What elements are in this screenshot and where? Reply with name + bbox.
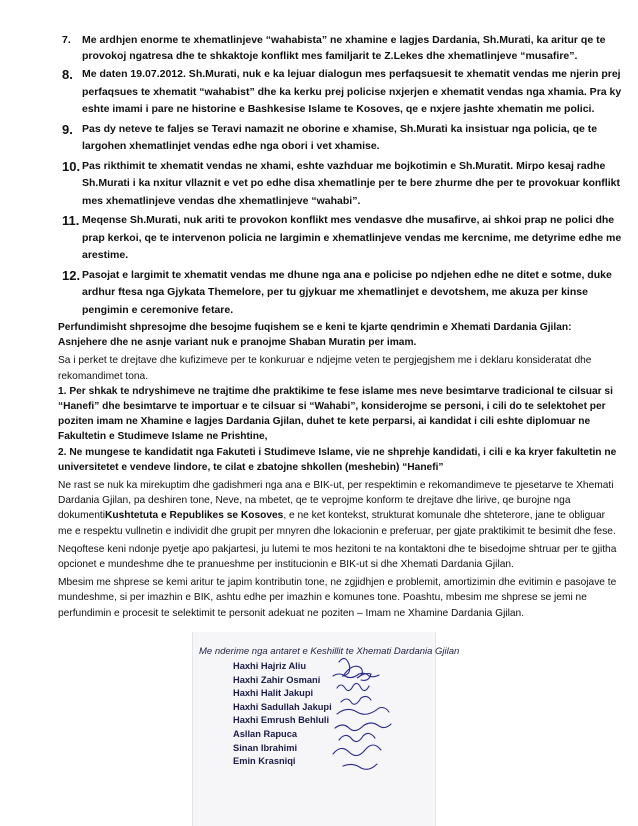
list-item-number: 12. — [62, 267, 81, 283]
signatory-name: Sinan Ibrahimi — [233, 742, 298, 753]
list-item-text: Pas dy neteve te faljes se Teravi namazit ne oborine e xhamise, Sh.Murati ka insistuar nga policia, qe te largohen xhematlinjet vendas edhe nga obori i vet xhamise. — [82, 122, 598, 152]
list-item — [62, 121, 622, 156]
conclusion-paragraph: Perfundimisht shpresojme dhe besojme fuqishem se e keni te kjarte qendrimin e Xhemati Dardania Gjilan: Asnjehere dhe ne asnje variant nuk e pranojme Shaban Muratin per imam. — [58, 322, 572, 349]
list-item-number: 11. — [62, 213, 80, 228]
bik-paragraph — [58, 478, 618, 539]
signatory-name: Haxhi Emrush Behluli — [233, 715, 330, 726]
list-item — [62, 158, 622, 211]
list-item — [62, 267, 622, 320]
list-item-number: 7. — [62, 34, 71, 46]
bik-text-before: Ne rast se nuk ka mirekuptim dhe gadishmeri nga ana e BIK-ut, per respektimin e rekomandimeve te pjesetarve te Xhemati Dardania Gjilan, pa deshiren tone, Neve, na mbetet, qe te veprojme konform te drejtave dhe lirive, qe burojne nga dokumenti — [58, 480, 614, 522]
signatory-name: Haxhi Hajriz Aliu — [233, 661, 307, 671]
list-item-number: 8. — [62, 67, 73, 82]
recommendation-point-1: 1. Per shkak te ndryshimeve ne trajtime dhe praktikime te fese islame mes neve besimtarve tradicional te cilsuar si “Hanefi” dhe besimtarve te importuar e te cilsuar si “Wahabi”, konsiderojme se personi, i cili do te selektohet per poziten imam ne Xhamine e lagjes Dardania Gjilan, duhet te kete perparsi, ai kandidat i cili eshte diplomuar ne Fakultetin e Studimeve Islame ne Prishtine, — [58, 385, 613, 443]
contact-paragraph: Neqoftese keni ndonje pyetje apo pakjartesi, ju lutemi te mos hezitoni te na kontaktoni dhe te bisedojme shtruar per te gjitha opcionet e mundeshme dhe te pranueshme per institucionin e BIK-ut si dhe Xhemati Dardania Gjilan. — [58, 543, 617, 571]
recommendation-point-2: 2. Ne mungese te kandidatit nga Fakuteti i Studimeve Islame, vie ne shprehje kandidati, i cili e ka kryer fakultetin ne universitetet e vendeve lindore, te cilat e zbatojne shkollen (meshebin) “Hanefi” — [58, 446, 617, 473]
signatory-name: Emin Krasniqi — [233, 756, 296, 767]
numbered-list — [62, 33, 622, 321]
signatory-name: Asllan Rapuca — [233, 728, 298, 739]
constitution-reference: Kushtetuta e Republikes se Kosoves — [105, 510, 284, 522]
signature-block — [192, 632, 460, 826]
rights-paragraph: Sa i perket te drejtave dhe kufizimeve per te konkuruar e ndjejme veten te pergjegjshem me i deklaru konsideratat dhe rekomandimet tona. — [58, 355, 592, 382]
signature-heading: Me nderime nga antaret e Keshillit te Xhemati Dardania Gjilan — [199, 646, 460, 657]
handwritten-signatures — [193, 632, 435, 826]
list-item — [62, 66, 622, 119]
list-item-number: 10. — [62, 158, 81, 174]
list-item-text: Me ardhjen enorme te xhematlinjeve “wahabista” ne xhamine e lagjes Dardania, Sh.Murati, ka aritur qe te provokoj ngatresa dhe te shkaktoje konflikt mes familjarit te Z.Lekes dhe xhematlinjeve “musafire”. — [82, 34, 606, 62]
list-item-number: 9. — [62, 121, 73, 137]
signatory-name: Haxhi Halit Jakupi — [233, 688, 314, 699]
list-item-text: Me daten 19.07.2012. Sh.Murati, nuk e ka lejuar dialogun mes perfaqsuesit te xhematit vendas me njerin prej perfaqsues te xhematit “wahabist” dhe ka kerku prej policise nxjerjen e xhematit vendas nga xhamia. Pra ky eshte imami i pare ne historine e Bashkesise Islame te Kosoves, qe e nxjere jashte xhematin me polici. — [82, 68, 622, 115]
signatory-name: Haxhi Zahir Osmani — [233, 674, 321, 685]
signatory-name: Haxhi Sadullah Jakupi — [233, 701, 332, 712]
list-item-text: Pasojat e largimit te xhematit vendas me dhune nga ana e policise po ndjehen edhe ne ditet e sotme, duke ardhur ftesa nga Gjykata Themelore, per tu gjykuar me xhematlinjet e devotshem, me akuza per kinse pengimin e ceremonive fetare. — [82, 268, 612, 316]
list-item — [62, 33, 622, 64]
list-item — [62, 212, 622, 265]
document-body — [58, 320, 618, 624]
bik-text-after: , e ne ket kontekst, strukturat komunale dhe shteterore, jane te obliguar me e respektu vullnetin e individit dhe grupit per mnyren dhe lokacionin e preferuar, per gjate praktikimit te besimit dhe fese. — [58, 510, 616, 537]
list-item-text: Pas rikthimit te xhematit vendas ne xhami, eshte vazhduar me bojkotimin e Sh.Muratit. Mirpo kesaj radhe Sh.Murati i ka nxitur vllaznit e vet po edhe disa xhematlinje per te bere zhurme dhe per te provokuar konflikt mes xhematlinjeve vendas dhe xhematlinjeve “wahabi”. — [82, 159, 620, 207]
closing-paragraph: Mbesim me shprese se kemi aritur te japim kontributin tone, ne zgjidhjen e problemit, amortizimin dhe evitimin e pasojave te mundeshme, si per imazhin e BIK, ashtu edhe per imazhin e komunes tone. Poashtu, mbesim me shprese se jemi ne perfundimin e procesit te selektimit te personit adekuat ne poziten – Imam ne Xhamine Dardania Gjilan. — [58, 577, 617, 619]
list-item-text: Meqense Sh.Murati, nuk ariti te provokon konflikt mes vendasve dhe musafirve, ai shkoi prap ne polici dhe prap kerkoi, qe te intervenon policia ne largimin e xhematlinjeve vendas me kercnime, me detyrime edhe me arestime. — [82, 214, 622, 261]
